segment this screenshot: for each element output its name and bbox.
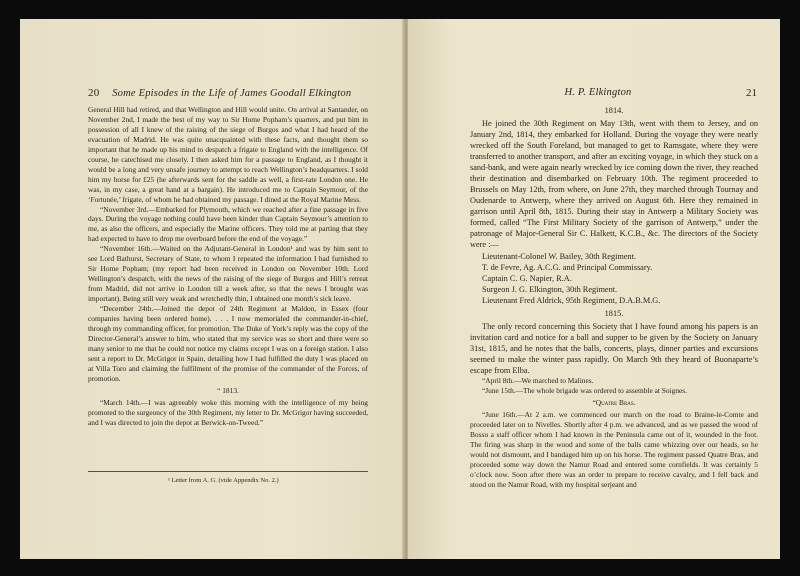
left-running-head xyxy=(88,87,368,99)
year-heading-1815: 1815. xyxy=(604,309,624,318)
paragraph: “November 16th.—Waited on the Adjutant-General in London¹ and was by him sent to see Lord Bathurst, Secretary of State, to whom I repeated the information I had furnished to Sir Home Popham; (my report had been received in London on November 10th. Lord Wellington’s despatch, with the news of the raising of the siege of Burgos and Hill’s retreat from Madrid, did not arrive in London till a week after, so that the news I brought was important). Being still very weak and wretchedly thin, I obtained one month’s sick leave. xyxy=(88,244,368,304)
footnote-rule xyxy=(88,471,368,472)
paragraph: “June 16th.—At 2 a.m. we commenced our march on the road to Braine-le-Comte and proceeded later on to Nivelles. Shortly after 4 p.m. we advanced, and as we passed the wood of Bossu a staff officer whom I had known in the Peninsula came out of it, wounded in the foot. The firing was sharp in the wood and some of the balls came whizzing over our heads, so he would not dismount, and I bandaged him up on his horse. The regiment passed Quatre Bras, and proceeded some way down the Namur Road and entered some cornfields. It was certainly 5 o’clock now. Soon after there was an order to prepare to receive cavalry, and I fell back and stood on the Namur Road, with my hospital serjeant and xyxy=(470,409,758,489)
right-running-head: H. P. Elkington xyxy=(564,87,632,98)
paragraph: “November 3rd.—Embarked for Plymouth, which we reached after a fine passage in five days. During the voyage nothing could have been kinder than Captain Seymour’s attention to me, as also the officers, and especially the Marine officers. They told me at parting that they had expected to have to drop me overboard before the end of the voyage.” xyxy=(88,204,368,244)
left-running-title: Some Episodes in the Life of James Goodall Elkington xyxy=(112,88,352,99)
right-text-block xyxy=(470,103,758,489)
list-item: Surgeon J. G. Elkington, 30th Regiment. xyxy=(482,285,618,294)
quatre-bras-heading: “Quatre Bras. xyxy=(592,397,636,407)
list-item: T. de Fevre, Ag. A.C.G. and Principal Commissary. xyxy=(482,263,653,272)
book-spread xyxy=(20,19,780,559)
list-item: Lieutenant Fred Aldrick, 95th Regiment, D.A.B.M.G. xyxy=(482,296,661,305)
paragraph: He joined the 30th Regiment on May 13th, went with them to Jersey, and on January 2nd, 1814, they embarked for Holland. During the voyage they were nearly wrecked off the South Foreland, but managed to get to Ramsgate, where they were transferred to another transport, and after an exciting voyage, in which they stuck on a sand-bank, and were again nearly wrecked by ice coming down the river, they reached their destination and disembarked on February 10th. The regiment proceeded to Brussels on May 12th, from where, on June 27th, they marched through Tournay and Oudenarde to Antwerp, where they arrived on August 6th. Here they remained in garrison until April 8th, 1815. During their stay in Antwerp a Military Society was formed, called “The First Military Society of the garrison of Antwerp,” under the patronage of Major-General Sir C. Halkett, K.C.B., &c. The directors of the Society were :— xyxy=(470,119,758,249)
paragraph: “March 14th.—I was agreeably woke this morning with the intelligence of my being promoted to the surgeoncy of the 30th Regiment, my letter to Dr. McGrigor having succeeded, and I was directed to join the depot at Berwick-on-Tweed.” xyxy=(88,397,368,427)
right-page-number: 21 xyxy=(746,87,757,99)
left-text-block xyxy=(88,105,368,428)
footnote: ¹ Letter from A. G. (vide Appendix No. 2.) xyxy=(168,477,279,484)
diary-entry: “June 15th.—The whole brigade was ordered to assemble at Soignes. xyxy=(482,385,688,395)
paragraph: General Hill had retired, and that Wellington and Hill would unite. On arrival at Santander, on November 2nd, I made the best of my way to Sir Home Popham’s quarters, and put him in possession of all I knew of the raising of the siege of Burgos and what I had heard of the evacuation of Madrid. He was quite unacquainted with these facts, and thought them so important that he made up his mind to despatch a frigate to England with the intelligence. Of course, he catechised me closely. I then asked him for a passage to England, as I thought it would be a long and very unsafe journey to attempt to reach Wellington’s headquarters. I sold him my horse for £25 (he afterwards sent for the saddle as well, a first-rate London one. He was, in my case, a great hand at a bargain). He introduced me to Captain Seymour, of the ‘Fortunée,’ frigate, of whom he had obtained my passage. I dined at the Royal Marine Mess. xyxy=(88,105,368,204)
year-heading-1813: “ 1813. xyxy=(217,385,239,395)
list-item: Captain C. G. Napier, R.A. xyxy=(482,274,572,283)
list-item: Lieutenant-Colonel W. Bailey, 30th Regiment. xyxy=(482,252,637,261)
paragraph: The only record concerning this Society that I have found among his papers is an invitation card and notice for a ball and supper to be given by the Society on January 31st, 1815, and he notes that the balls, concerts, plays, dinner parties and excursions seemed to make the winter pass rapidly. On March 9th they heard of Buonaparte’s escape from Elba. xyxy=(470,322,758,375)
year-heading-1814: 1814. xyxy=(604,106,624,115)
paragraph: “December 24th.—Joined the depot of 24th Regiment at Maldon, in Essex (four companies having been ordered home). . . . I now memorialed the commander-in-chief, through my commanding officer, for promotion. The Duke of York’s reply was the copy of the Director-General’s answer to him, who stated that my service was so short and there were so many senior to me that he could not notice my claims except I was on a foreign station. I also sent a report to Dr. McGrigor in Spain, detailing how I had fulfilled the duty I was placed on at Villa Toro and claiming the fulfilment of the promise of the commander of the Forces, of promotion. xyxy=(88,304,368,383)
left-page-number: 20 xyxy=(88,87,100,99)
directors-list xyxy=(482,251,758,306)
diary-entry: “April 8th.—We marched to Malines. xyxy=(482,376,594,385)
right-page xyxy=(408,19,780,559)
left-page xyxy=(20,19,404,559)
